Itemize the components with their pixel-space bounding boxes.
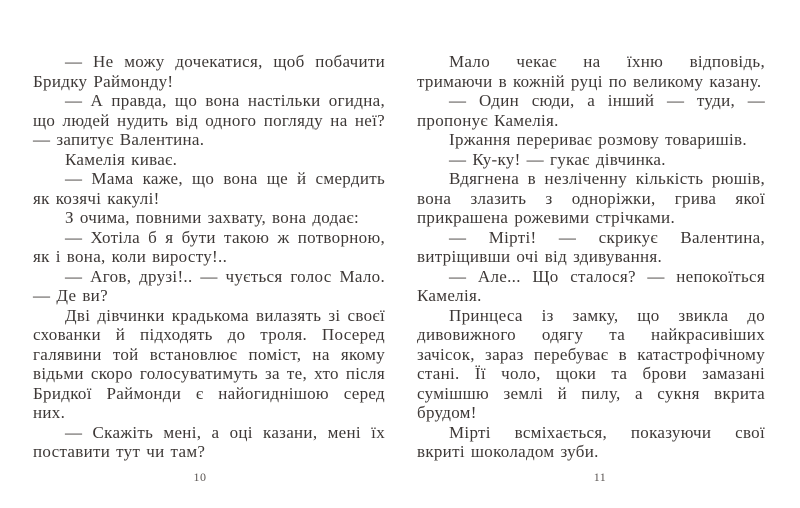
right-page-text xyxy=(417,52,765,462)
paragraph: — Ку-ку! — гукає дівчинка. xyxy=(449,149,666,169)
paragraph: — Мірті! — скрикує Валентина, витріщивши очі від здивування. xyxy=(417,227,765,266)
paragraph: — Один сюди, а інший — туди, — пропонує Камелія. xyxy=(417,91,765,130)
paragraph: — Скажіть мені, а оці казани, мені їх поставити тут чи там? xyxy=(33,422,385,461)
paragraph: Принцеса із замку, що звикла до дивовижного одягу та найкрасивіших зачісок, зараз перебуває в катастрофічному стані. Її чоло, щоки та брови замазані сумішшю землі й пилу, а сукня вкрита брудом! xyxy=(417,305,765,422)
paragraph: Камелія киває. xyxy=(65,149,178,169)
paragraph: — Не можу дочекатися, щоб побачити Бридку Раймонду! xyxy=(33,52,385,91)
paragraph: — Мама каже, що вона ще й смердить як козячі какулі! xyxy=(33,169,385,208)
paragraph: Дві дівчинки крадькома вилазять зі своєї схованки й підходять до троля. Посеред галявини той встановлює поміст, на якому відьми скоро голосуватимуть за те, хто після Бридкої Раймонди є найогиднішою серед них. xyxy=(33,305,385,422)
paragraph: — Хотіла б я бути такою ж потворною, як і вона, коли виросту!.. xyxy=(33,227,385,266)
right-page xyxy=(400,0,800,508)
right-page-number: 11 xyxy=(593,470,607,484)
paragraph: Іржання перериває розмову товаришів. xyxy=(449,130,747,149)
paragraph: — А правда, що вона настільки огидна, що людей нудить від одного погляду на неї? — запитує Валентина. xyxy=(33,91,385,149)
paragraph: З очима, повними захвату, вона додає: xyxy=(65,208,360,227)
paragraph: Мало чекає на їхню відповідь, тримаючи в кожній руці по великому казану. xyxy=(417,52,765,91)
left-page-number: 10 xyxy=(193,470,207,484)
left-page-text xyxy=(33,52,385,462)
paragraph: — Але... Що сталося? — непокоїться Камелія. xyxy=(417,266,765,305)
paragraph: Вдягнена в незліченну кількість рюшів, вона злазить з одноріжки, грива якої прикрашена рожевими стрічками. xyxy=(417,169,765,227)
paragraph: Мірті всміхається, показуючи свої вкриті шоколадом зуби. xyxy=(417,422,765,461)
paragraph: — Агов, друзі!.. — чується голос Мало. — Де ви? xyxy=(33,266,385,305)
